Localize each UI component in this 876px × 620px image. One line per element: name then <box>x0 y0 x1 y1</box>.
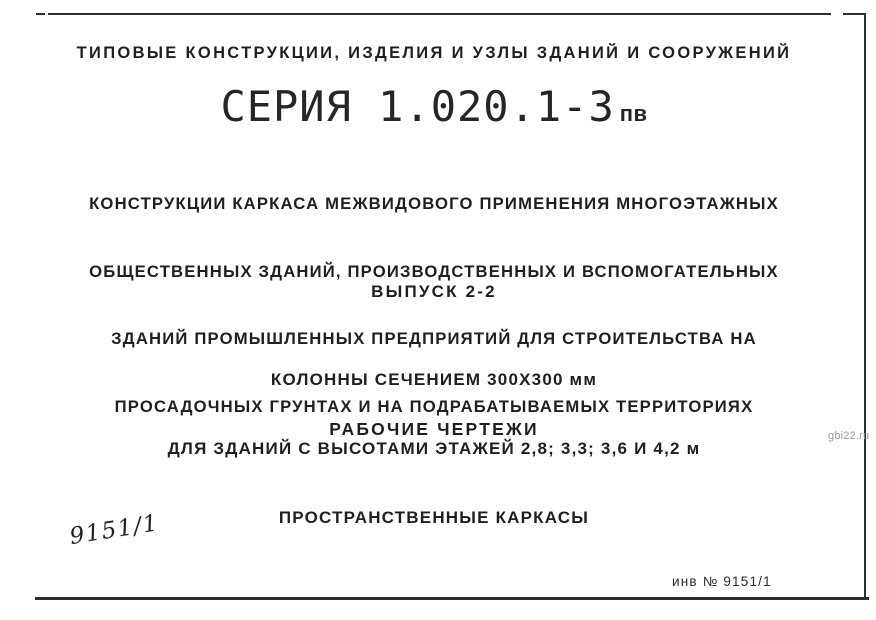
frame-top-border-right <box>843 13 866 15</box>
site-watermark: gbi22.ru <box>828 430 870 442</box>
series-title-suffix: пв <box>619 101 648 126</box>
frame-bottom-border <box>35 597 869 600</box>
subject-line: КОЛОННЫ СЕЧЕНИЕМ 300Х300 мм <box>270 370 598 389</box>
series-title <box>0 82 868 131</box>
handwritten-inventory-number: 9151/1 <box>67 510 161 550</box>
inventory-number-label: инв № 9151/1 <box>672 574 772 589</box>
description-line: ПРОСАДОЧНЫХ ГРУНТАХ И НА ПОДРАБАТЫВАЕМЫХ ТЕРРИТОРИЯХ <box>114 396 754 416</box>
document-category-header: ТИПОВЫЕ КОНСТРУКЦИИ, ИЗДЕЛИЯ И УЗЛЫ ЗДАНИЙ И СООРУЖЕНИЙ <box>76 43 792 62</box>
subject-line: ПРОСТРАНСТВЕННЫЕ КАРКАСЫ <box>278 508 590 527</box>
document-type-label: РАБОЧИЕ ЧЕРТЕЖИ <box>329 419 539 439</box>
description-line: ЗДАНИЙ ПРОМЫШЛЕННЫХ ПРЕДПРИЯТИЙ ДЛЯ СТРОИТЕЛЬСТВА НА <box>111 329 757 348</box>
subject-line: ДЛЯ ЗДАНИЙ С ВЫСОТАМИ ЭТАЖЕЙ 2,8; 3,3; 3,6 И 4,2 м <box>167 439 701 458</box>
series-title-text: СЕРИЯ 1.020.1-3 <box>220 82 615 131</box>
frame-top-border <box>48 13 831 15</box>
description-line: КОНСТРУКЦИИ КАРКАСА МЕЖВИДОВОГО ПРИМЕНЕНИЯ МНОГОЭТАЖНЫХ <box>89 194 779 213</box>
description-line: ОБЩЕСТВЕННЫХ ЗДАНИЙ, ПРОИЗВОДСТВЕННЫХ И ВСПОМОГАТЕЛЬНЫХ <box>89 261 779 281</box>
issue-number: ВЫПУСК 2-2 <box>371 282 497 301</box>
frame-top-dash <box>36 13 45 15</box>
